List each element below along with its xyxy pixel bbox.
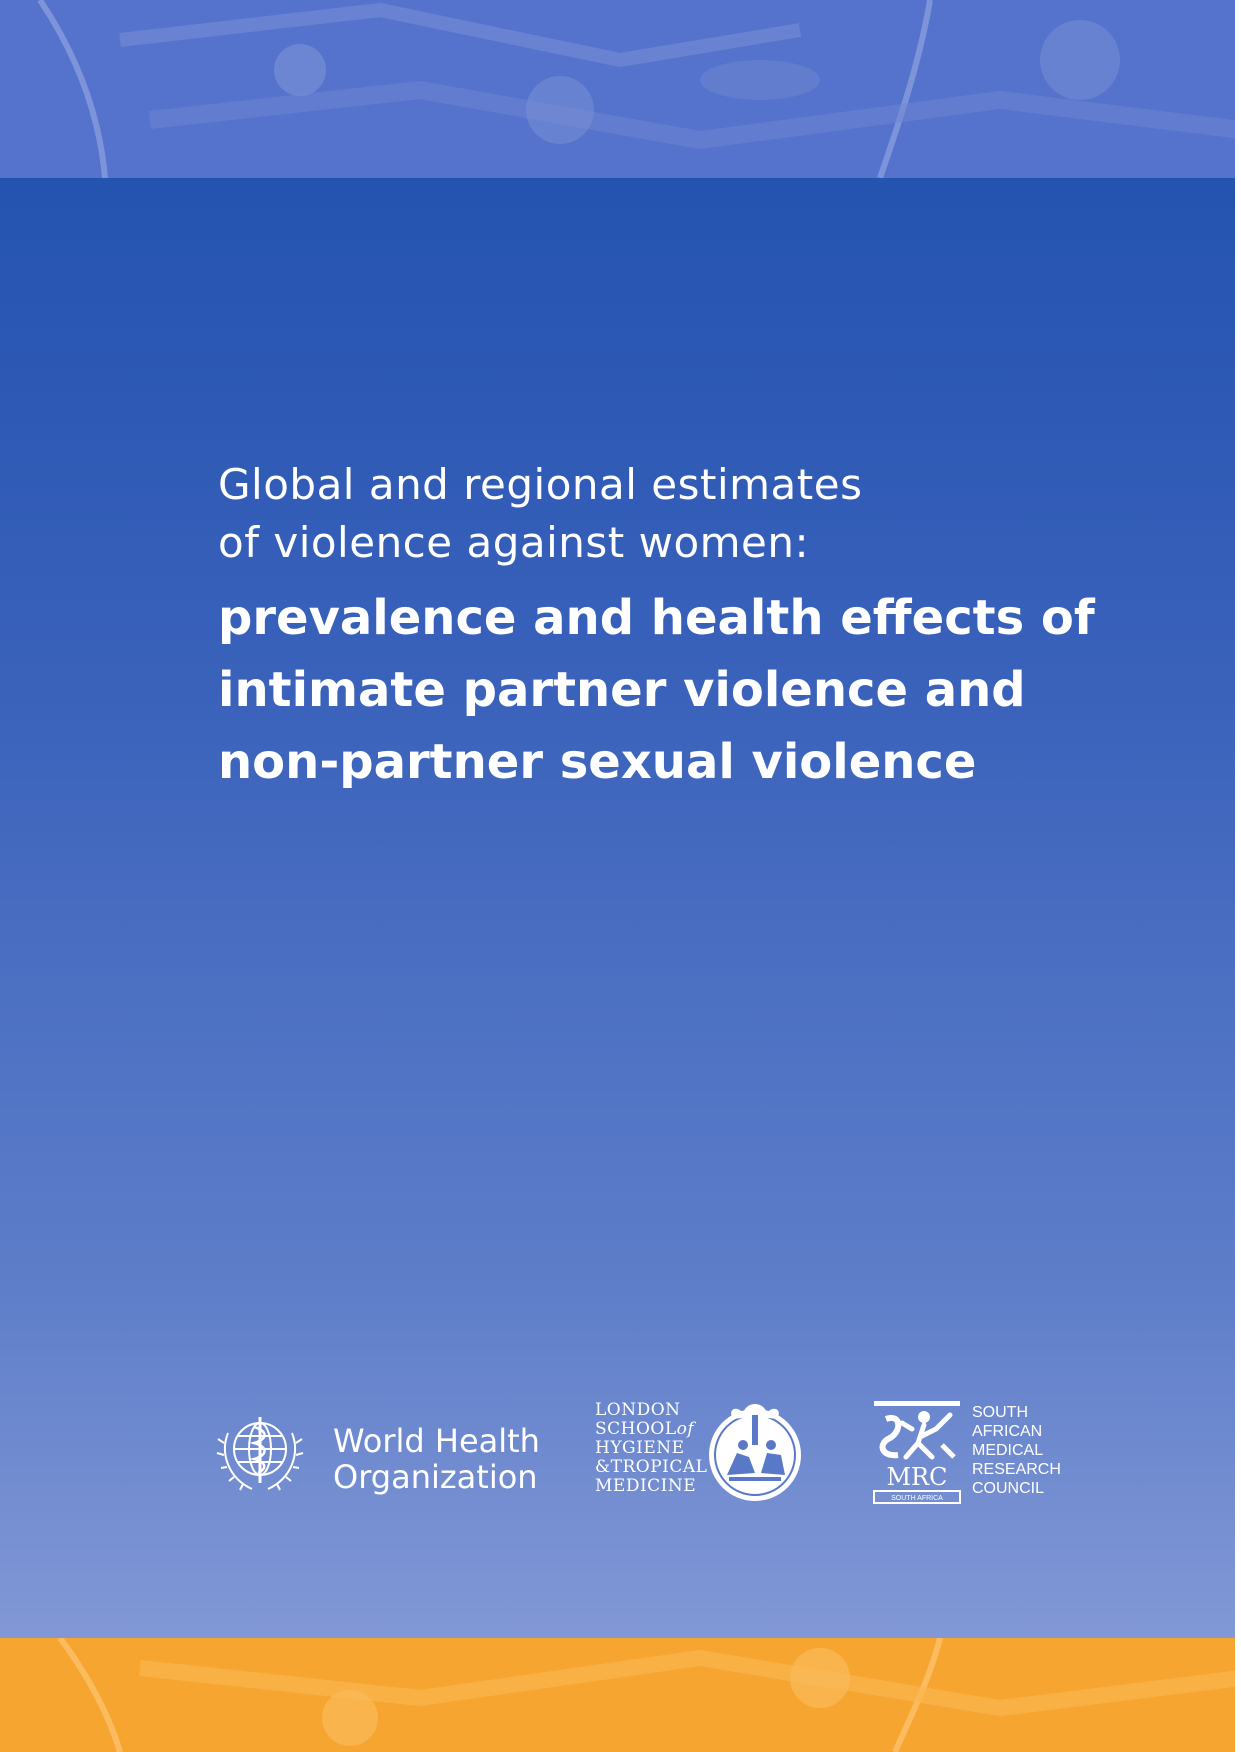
mrc-name-line: RESEARCH xyxy=(972,1461,1061,1478)
mrc-abbr: MRC xyxy=(886,1463,948,1491)
lshtm-line-2b: of xyxy=(676,1419,695,1439)
lshtm-name xyxy=(595,1401,707,1496)
mrc-name-line: COUNCIL xyxy=(972,1480,1045,1497)
cover-title-block xyxy=(218,456,1118,798)
mrc-name-line: SOUTH xyxy=(972,1404,1028,1421)
report-title-line: Global and regional estimates xyxy=(218,460,863,509)
lshtm-line-3: HYGIENE xyxy=(595,1438,685,1458)
lshtm-line-4: &TROPICAL xyxy=(595,1457,708,1477)
bottom-texture-band xyxy=(0,1638,1241,1752)
world-map-texture xyxy=(0,0,1241,178)
partner-logos xyxy=(210,1395,1090,1515)
who-logo xyxy=(210,1403,550,1503)
report-title-line: of violence against women: xyxy=(218,518,810,567)
mrc-name xyxy=(972,1403,1061,1498)
mrc-name-line: MEDICAL xyxy=(972,1442,1044,1459)
who-name-line-2: Organization xyxy=(333,1458,538,1496)
who-name-line-1: World Health xyxy=(333,1422,540,1460)
report-subtitle xyxy=(218,582,1118,798)
report-subtitle-line: non-partner sexual violence xyxy=(218,734,977,790)
lshtm-crest-icon xyxy=(703,1395,807,1505)
mrc-country: SOUTH AFRICA xyxy=(891,1495,943,1502)
report-subtitle-line: intimate partner violence and xyxy=(218,662,1026,718)
report-subtitle-line: prevalence and health effects of xyxy=(218,590,1095,646)
who-emblem-icon xyxy=(210,1403,310,1503)
lshtm-line-5: MEDICINE xyxy=(595,1476,697,1496)
top-texture-band xyxy=(0,0,1241,178)
lshtm-line-2 xyxy=(595,1420,707,1439)
mrc-logo xyxy=(872,1399,1092,1509)
lshtm-logo xyxy=(595,1395,825,1505)
report-title xyxy=(218,456,1118,572)
right-edge-strip xyxy=(1235,0,1241,1752)
lshtm-line-1: LONDON xyxy=(595,1400,681,1420)
orange-map-texture xyxy=(0,1638,1241,1752)
who-name xyxy=(333,1423,540,1495)
mrc-name-line: AFRICAN xyxy=(972,1423,1043,1440)
mrc-emblem-icon xyxy=(872,1399,962,1509)
lshtm-line-2a: SCHOOL xyxy=(595,1419,677,1439)
